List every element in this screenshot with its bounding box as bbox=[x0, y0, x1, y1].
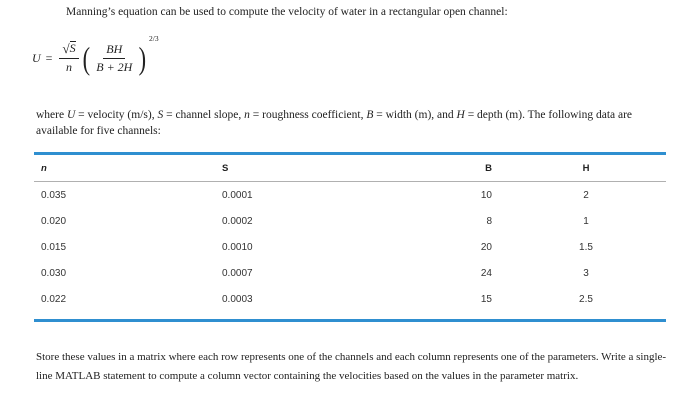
square-root bbox=[62, 41, 75, 56]
instructions-text: Store these values in a matrix where each row represents one of the channels and each column represents one of the parameters. Write a single-line MATLAB statement to compute a column vector containing the velocities based on the values in the parameter matrix. bbox=[36, 351, 667, 382]
roughness-denominator: n bbox=[66, 60, 73, 74]
cell-n: 0.020 bbox=[41, 215, 67, 227]
cell-h: 2.5 bbox=[579, 293, 593, 305]
geometry-fraction bbox=[93, 42, 135, 75]
var-h: H bbox=[456, 109, 465, 121]
where-part: = width (m), and bbox=[373, 109, 457, 121]
var-b: B bbox=[366, 109, 374, 121]
slope-fraction bbox=[59, 41, 78, 75]
table-row bbox=[34, 286, 666, 312]
header-h: H bbox=[582, 162, 590, 174]
cell-b: 20 bbox=[480, 241, 492, 253]
cell-s: 0.0007 bbox=[222, 267, 253, 279]
cell-s: 0.0001 bbox=[222, 189, 253, 201]
cell-h: 1 bbox=[583, 215, 589, 227]
header-b: B bbox=[485, 162, 492, 174]
cell-n: 0.030 bbox=[41, 267, 67, 279]
where-part: where bbox=[36, 109, 67, 121]
slope-numerator bbox=[59, 41, 78, 59]
radical-sign: √ bbox=[62, 41, 70, 56]
table-row bbox=[34, 208, 666, 234]
exponent: 2/3 bbox=[149, 34, 159, 43]
var-n: n bbox=[244, 109, 250, 121]
cell-n: 0.015 bbox=[41, 241, 67, 253]
variable-definitions bbox=[36, 107, 670, 139]
channel-data-table bbox=[34, 152, 666, 322]
cell-s: 0.0003 bbox=[222, 293, 253, 305]
cell-b: 24 bbox=[480, 267, 492, 279]
velocity-symbol: U bbox=[32, 50, 41, 65]
geometry-denominator: B + 2H bbox=[96, 59, 133, 74]
header-s: S bbox=[222, 162, 229, 174]
cell-b: 15 bbox=[480, 293, 492, 305]
table-bottom-rule bbox=[34, 319, 666, 322]
right-paren: ) bbox=[138, 40, 147, 76]
cell-h: 3 bbox=[583, 267, 589, 279]
var-u: U bbox=[66, 109, 76, 121]
cell-b: 10 bbox=[480, 189, 492, 201]
cell-h: 2 bbox=[583, 189, 589, 201]
where-part: = velocity (m/s), bbox=[75, 109, 158, 121]
cell-s: 0.0002 bbox=[222, 215, 253, 227]
cell-b: 8 bbox=[486, 215, 492, 227]
cell-n: 0.035 bbox=[41, 189, 67, 201]
where-part: = depth (m). The following data are available for five channels: bbox=[36, 109, 633, 137]
table-row bbox=[34, 260, 666, 286]
table-row bbox=[34, 234, 666, 260]
cell-n: 0.022 bbox=[41, 293, 67, 305]
manning-equation bbox=[32, 36, 159, 80]
cell-s: 0.0010 bbox=[222, 241, 253, 253]
cell-h: 1.5 bbox=[579, 241, 593, 253]
table-row bbox=[34, 182, 666, 208]
where-part: = channel slope, bbox=[163, 109, 245, 121]
var-s: S bbox=[157, 109, 164, 121]
slope-symbol: S bbox=[69, 41, 76, 55]
header-n: n bbox=[41, 162, 47, 174]
equals-sign: = bbox=[45, 50, 53, 65]
where-part: = roughness coefficient, bbox=[249, 109, 367, 121]
left-paren: ( bbox=[82, 40, 90, 76]
intro-text: Manning’s equation can be used to compute the velocity of water in a rectangular open channel: bbox=[66, 6, 508, 18]
table-header bbox=[34, 155, 666, 182]
geometry-numerator: BH bbox=[103, 42, 125, 59]
